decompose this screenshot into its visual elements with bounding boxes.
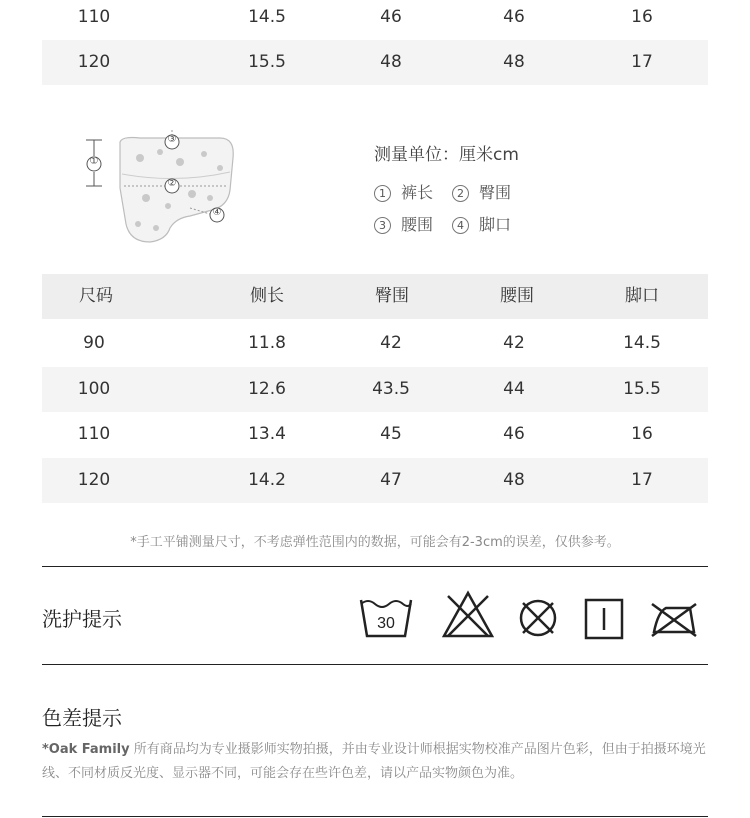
table-row — [42, 412, 708, 457]
legend-item — [452, 212, 511, 235]
no-iron-icon — [650, 598, 698, 640]
marker-3: ③ — [167, 134, 177, 145]
garment-diagram — [80, 128, 240, 248]
line-dry-icon — [584, 598, 624, 640]
cell: 48 — [503, 470, 525, 490]
measurement-note: *手工平铺测量尺寸，不考虑弹性范围内的数据，可能会有2-3cm的误差，仅供参考。 — [130, 535, 620, 550]
legend-label: 臀围 — [479, 183, 512, 202]
cell: 11.8 — [248, 333, 286, 353]
table-row — [42, 367, 708, 412]
cell: 15.5 — [248, 52, 286, 72]
cell: 17 — [631, 470, 653, 490]
cell: 47 — [380, 470, 402, 490]
column-header: 臀围 — [375, 286, 409, 306]
cell: 16 — [631, 7, 653, 27]
cell: 46 — [503, 424, 525, 444]
cell: 12.6 — [248, 379, 286, 399]
legend-item — [374, 180, 433, 203]
color-title: 色差提示 — [42, 706, 122, 730]
care-title: 洗护提示 — [42, 607, 122, 631]
legend-number: 4 — [452, 217, 469, 234]
cell: 14.2 — [248, 470, 286, 490]
marker-2: ② — [167, 178, 177, 189]
cell: 46 — [503, 7, 525, 27]
wash-temp-label: 30 — [377, 615, 395, 632]
cell: 42 — [503, 333, 525, 353]
cell: 48 — [503, 52, 525, 72]
cell: 110 — [77, 7, 111, 27]
cell: 14.5 — [248, 7, 286, 27]
legend-number: 1 — [374, 185, 391, 202]
cell: 13.4 — [248, 424, 286, 444]
cell: 43.5 — [372, 379, 410, 399]
marker-1: ① — [89, 156, 99, 167]
cell: 100 — [77, 379, 111, 399]
table-row — [42, 40, 708, 85]
legend-number: 3 — [374, 217, 391, 234]
legend-item — [452, 180, 511, 203]
disclaimer-text: 所有商品均为专业摄影师实物拍摄，并由专业设计师根据实物校准产品图片色彩，但由于拍摄环境光线、不同材质反光度、显示器不同，可能会存在些许色差，请以产品实物颜色为准。 — [42, 742, 706, 781]
table-row — [42, 458, 708, 503]
table-header — [42, 274, 708, 319]
cell: 17 — [631, 52, 653, 72]
legend-label: 裤长 — [401, 183, 434, 202]
legend-item — [374, 212, 433, 235]
legend-label: 腰围 — [401, 215, 434, 234]
table-row — [42, 321, 708, 366]
column-header: 腰围 — [500, 286, 534, 306]
column-header: 脚口 — [625, 286, 659, 306]
cell: 44 — [503, 379, 525, 399]
color-disclaimer — [42, 738, 708, 786]
cell: 110 — [77, 424, 111, 444]
cell: 90 — [83, 333, 105, 353]
column-header: 侧长 — [250, 286, 284, 306]
no-tumble-dry-icon — [517, 596, 559, 640]
cell: 120 — [77, 52, 111, 72]
cell: 15.5 — [623, 379, 661, 399]
cell: 14.5 — [623, 333, 661, 353]
no-bleach-icon — [442, 590, 494, 640]
divider — [42, 816, 708, 817]
cell: 48 — [380, 52, 402, 72]
divider — [42, 566, 708, 567]
legend-number: 2 — [452, 185, 469, 202]
legend-label: 脚口 — [479, 215, 512, 234]
column-header: 尺码 — [79, 286, 113, 306]
cell: 42 — [380, 333, 402, 353]
table-row — [42, 0, 708, 40]
shorts-illustration-icon — [80, 128, 240, 248]
cell: 46 — [380, 7, 402, 27]
cell: 16 — [631, 424, 653, 444]
brand-name: *Oak Family — [42, 742, 130, 757]
wash-30-icon — [358, 594, 414, 640]
cell: 120 — [77, 470, 111, 490]
unit-label: 测量单位：厘米cm — [374, 145, 519, 165]
divider — [42, 664, 708, 665]
marker-4: ④ — [212, 207, 222, 218]
cell: 45 — [380, 424, 402, 444]
